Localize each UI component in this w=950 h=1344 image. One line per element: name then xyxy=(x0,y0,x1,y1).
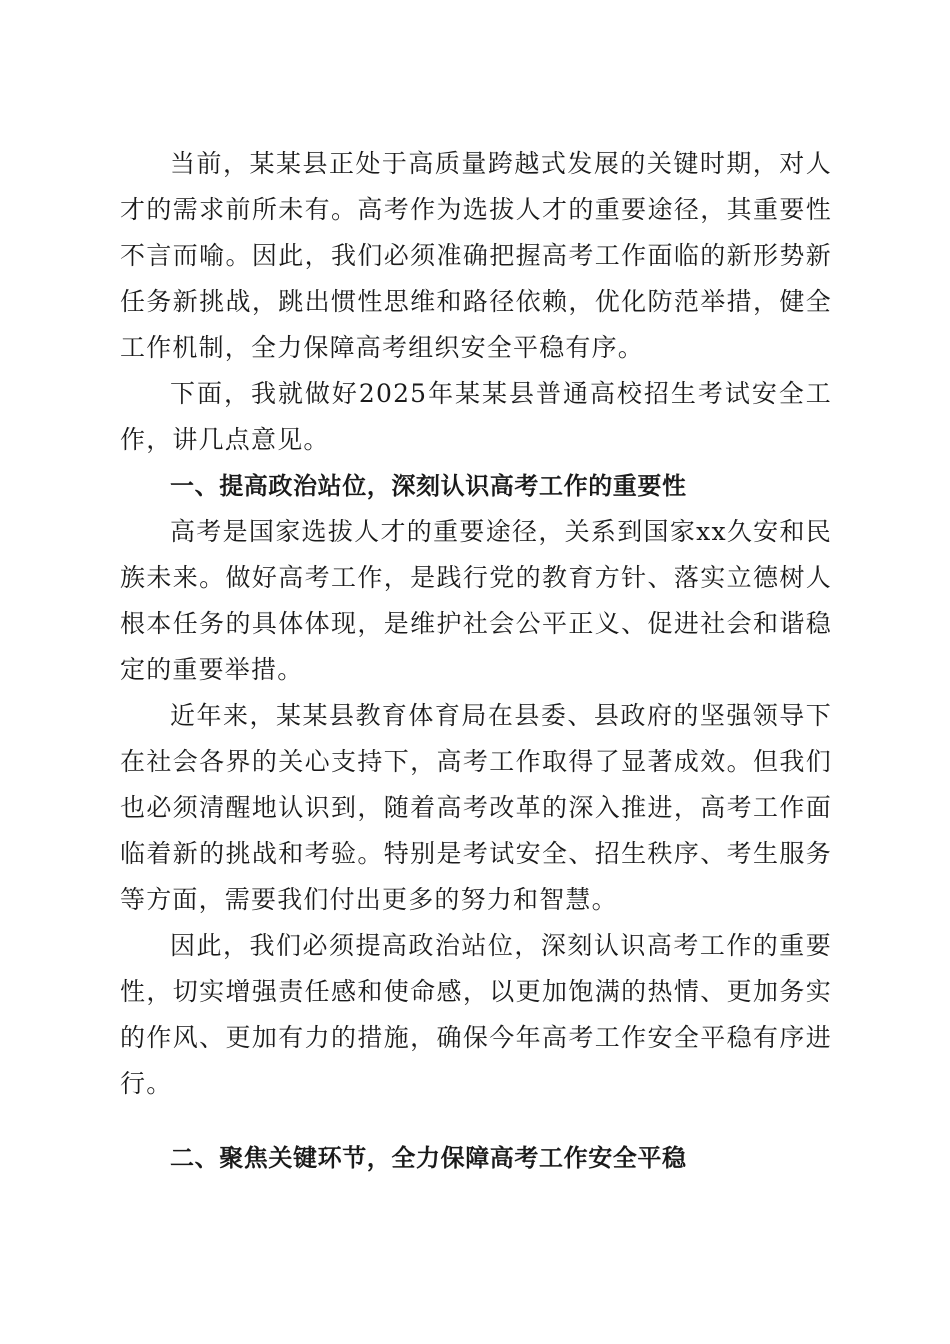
intro-paragraph: 下面，我就做好2025年某某县普通高校招生考试安全工作，讲几点意见。 xyxy=(120,379,832,454)
section-heading: 二、聚焦关键环节，全力保障高考工作安全平稳 xyxy=(170,1144,687,1172)
intro-paragraph: 当前，某某县正处于高质量跨越式发展的关键时期，对人才的需求前所未有。高考作为选拔人才的重要途径，其重要性不言而喻。因此，我们必须准确把握高考工作面临的新形势新任务新挑战，跳出惯性思维和路径依赖，优化防范举措，健全工作机制，全力保障高考组织安全平稳有序。 xyxy=(120,149,832,362)
section-paragraph: 近年来，某某县教育体育局在县委、县政府的坚强领导下在社会各界的关心支持下，高考工作取得了显著成效。但我们也必须清醒地认识到，随着高考改革的深入推进，高考工作面临着新的挑战和考验。特别是考试安全、招生秩序、考生服务等方面，需要我们付出更多的努力和智慧。 xyxy=(120,701,832,914)
section-heading: 一、提高政治站位，深刻认识高考工作的重要性 xyxy=(170,472,687,500)
document-body xyxy=(120,141,832,1181)
section-paragraph: 因此，我们必须提高政治站位，深刻认识高考工作的重要性，切实增强责任感和使命感，以更加饱满的热情、更加务实的作风、更加有力的措施，确保今年高考工作安全平稳有序进行。 xyxy=(120,931,832,1098)
section-paragraph: 高考是国家选拔人才的重要途径，关系到国家xx久安和民族未来。做好高考工作，是践行党的教育方针、落实立德树人根本任务的具体体现，是维护社会公平正义、促进社会和谐稳定的重要举措。 xyxy=(120,517,832,684)
